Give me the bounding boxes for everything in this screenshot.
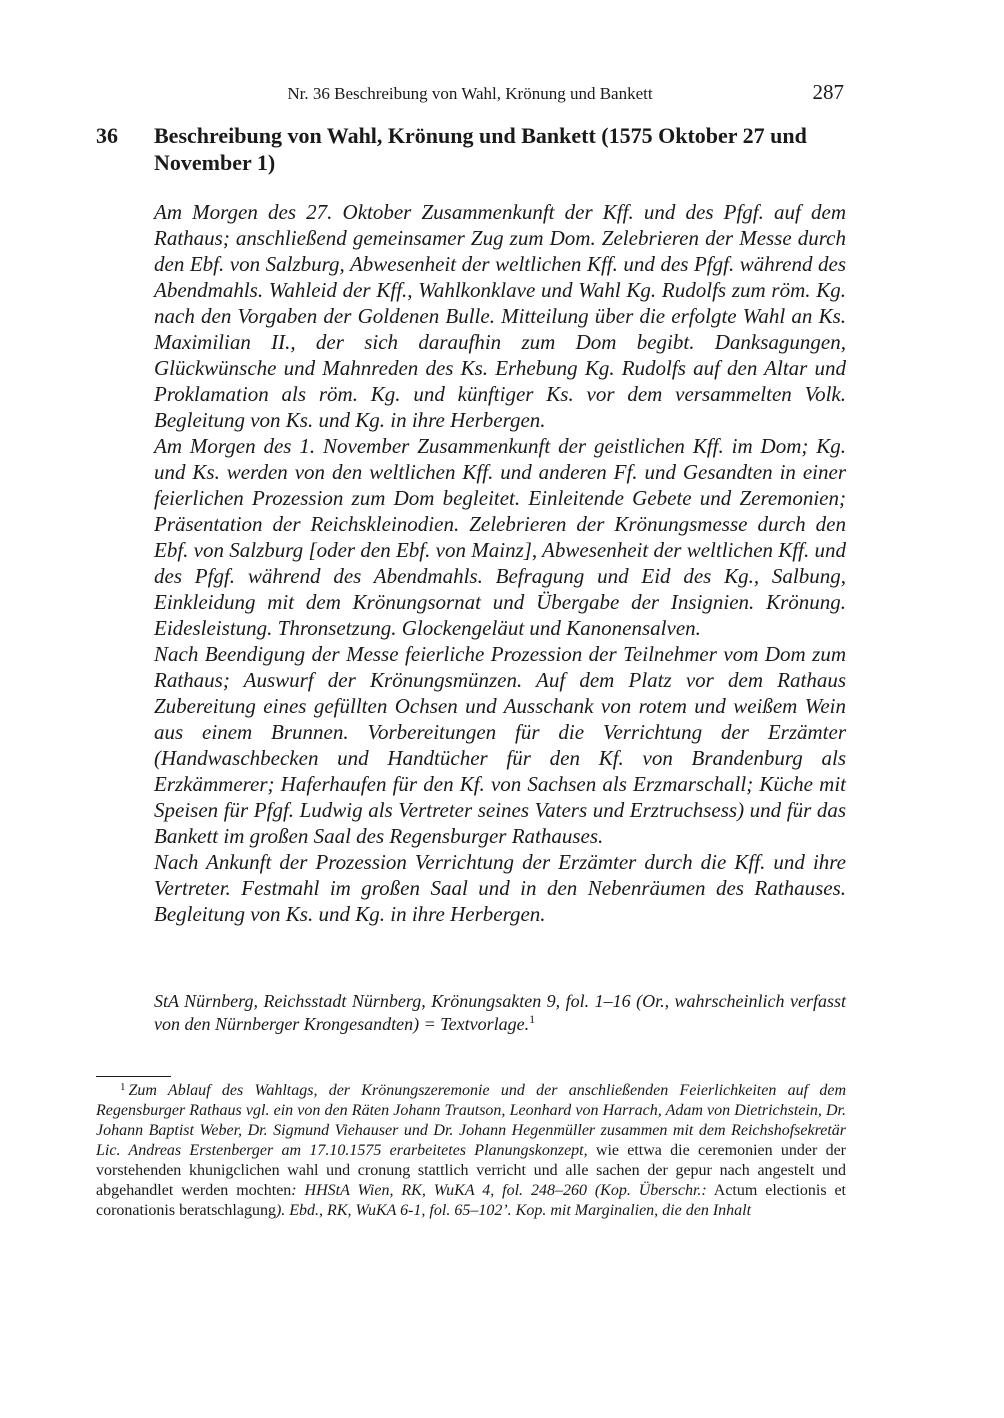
footnote-quote: wie ettwa die ceremonien under der vorstehenden khunigclichen wahl und cronung stattlich verricht und alle sachen der gepur nach angestelt und abgehandlet werden mochten [96, 1142, 846, 1199]
running-head [96, 80, 844, 108]
footnote-text-italic: ). Ebd., RK, WuKA 6-1, fol. 65–102’. Kop. mit Marginalien, die den Inhalt [275, 1202, 752, 1219]
footnote-divider [96, 1076, 171, 1077]
summary-paragraph: Nach Beendigung der Messe feierliche Prozession der Teilnehmer vom Dom zum Rathaus; Auswurf der Krönungsmünzen. Auf dem Platz vor dem Rathaus Zubereitung eines gefüllten Ochsen und Ausschank von rotem und weißem Wein aus einem Brunnen. Vorbereitungen für die Verrichtung der Erzämter (Handwaschbecken und Handtücher für den Kf. von Brandenburg als Erzkämmerer; Haferhaufen für den Kf. von Sachsen als Erzmarschall; Küche mit Speisen für Pfgf. Ludwig als Vertreter seines Vaters und Erztruchsess) und für das Bankett im großen Saal des Regensburger Rathauses. [154, 642, 846, 848]
summary-paragraph: Am Morgen des 1. November Zusammenkunft der geistlichen Kff. im Dom; Kg. und Ks. werden von den weltlichen Kff. und anderen Ff. und Gesandten in einer feierlichen Prozession zum Dom begleitet. Einleitende Gebete und Zeremonien; Präsentation der Reichskleinodien. Zelebrieren der Krönungsmesse durch den Ebf. von Salzburg [oder den Ebf. von Mainz], Abwesenheit der weltlichen Kff. und des Pfgf. während des Abendmahls. Befragung und Eid des Kg., Salbung, Einkleidung mit dem Krönungsornat und Übergabe der Insignien. Krönung. Eidesleistung. Thronsetzung. Glockengeläut und Kanonensalven. [154, 434, 846, 640]
source-text: StA Nürnberg, Reichsstadt Nürnberg, Krönungsakten 9, fol. 1–16 (Or., wahrscheinlich verfasst von den Nürnberger Krongesandten) = Textvorlage. [154, 991, 846, 1034]
footnote [96, 1081, 846, 1221]
page-number: 287 [812, 80, 844, 104]
footnote-paragraph [96, 1081, 846, 1221]
running-title: Nr. 36 Beschreibung von Wahl, Krönung und Bankett [287, 84, 653, 103]
source-note [154, 990, 846, 1036]
document-title: Beschreibung von Wahl, Krönung und Bankett (1575 Oktober 27 und November 1) [154, 123, 807, 175]
footnote-reference[interactable]: 1 [529, 1012, 536, 1026]
footnote-number: 1 [120, 1081, 126, 1093]
summary-paragraph: Nach Ankunft der Prozession Verrichtung der Erzämter durch die Kff. und ihre Vertreter. Festmahl im großen Saal und in den Nebenräumen des Rathauses. Begleitung von Ks. und Kg. in ihre Herbergen. [154, 850, 846, 926]
footnote-text-italic: Zum Ablauf des Wahltags, der Krönungszeremonie und der anschließenden Feierlichkeiten auf dem Regensburger Rathaus vgl. ein von den Räten Johann Trautson, Leonhard von Harrach, Adam von Dietrichstein, Dr. Johann Baptist Weber, Dr. Sigmund Viehauser und Dr. Johann Hegenmüller zusammen mit dem Reichshofsekretär Lic. Andreas Erstenberger am 17.10.1575 erarbeitetes Planungskonzept, [96, 1082, 846, 1159]
summary-regest [154, 199, 846, 927]
footnote-text-italic: : HHStA Wien, RK, WuKA 4, fol. 248–260 (Kop. Überschr.: [291, 1182, 707, 1199]
document-number: 36 [96, 123, 118, 148]
footnote-quote: Actum electionis et coronationis beratschlagung [96, 1182, 846, 1219]
source-paragraph [154, 990, 846, 1036]
summary-paragraph: Am Morgen des 27. Oktober Zusammenkunft der Kff. und des Pfgf. auf dem Rathaus; anschließend gemeinsamer Zug zum Dom. Zelebrieren der Messe durch den Ebf. von Salzburg, Abwesenheit der weltlichen Kff. und des Pfgf. während des Abendmahls. Wahleid der Kff., Wahlkonklave und Wahl Kg. Rudolfs zum röm. Kg. nach den Vorgaben der Goldenen Bulle. Mitteilung über die erfolgte Wahl an Ks. Maximilian II., der sich daraufhin zum Dom begibt. Danksagungen, Glückwünsche und Mahnreden des Ks. Erhebung Kg. Rudolfs auf den Altar und Proklamation als röm. Kg. und künftiger Ks. vor dem versammelten Volk. Begleitung von Ks. und Kg. in ihre Herbergen. [154, 200, 846, 432]
